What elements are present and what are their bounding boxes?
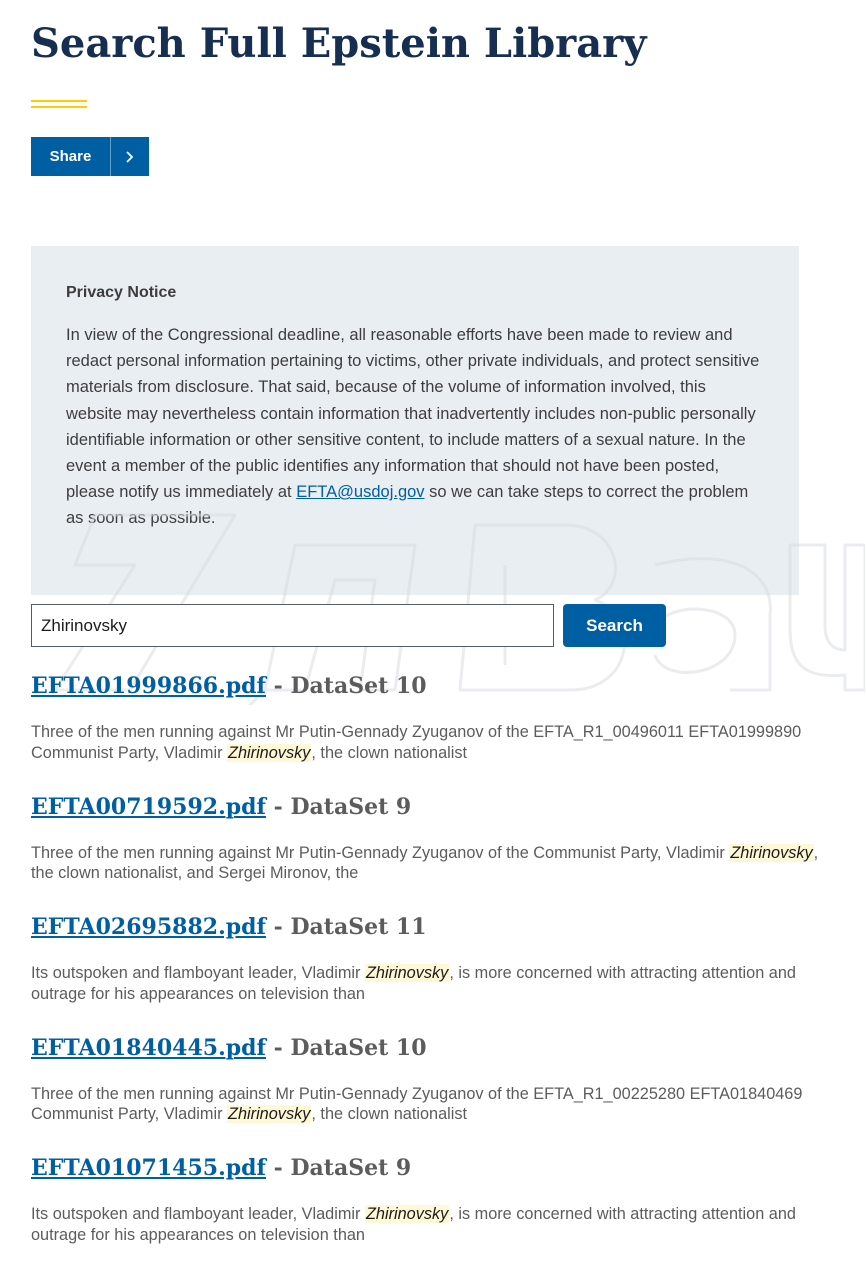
privacy-notice (31, 246, 799, 595)
result-item (31, 911, 831, 1032)
result-separator: - (273, 1155, 283, 1181)
result-file-link[interactable]: EFTA01840445.pdf (31, 1034, 266, 1061)
page-title: Search Full Epstein Library (31, 20, 647, 67)
privacy-notice-body (66, 322, 764, 532)
search-highlight: Zhirinovsky (365, 964, 449, 982)
snippet-text-end: , is more concerned with attracting attention and outrage for his appearances on television than (31, 1205, 796, 1244)
result-item (31, 791, 831, 912)
search-highlight: Zhirinovsky (228, 743, 311, 762)
result-dataset: DataSet 11 (290, 914, 427, 940)
result-snippet (31, 963, 831, 1004)
result-snippet (31, 1084, 831, 1125)
privacy-notice-text-end: so we can take steps to correct the problem as soon as possible. (66, 483, 749, 528)
result-separator: - (273, 673, 283, 699)
search-input[interactable] (31, 604, 554, 647)
snippet-text: Three of the men running against Mr Putin-Gennady Zyuganov of the EFTA_R1_00496011 EFTA01999890 Communist Party, Vladimir (31, 723, 802, 762)
result-dataset: DataSet 10 (290, 1034, 427, 1061)
result-file-link[interactable]: EFTA01071455.pdf (31, 1155, 266, 1181)
result-separator: - (273, 914, 283, 940)
result-heading (31, 911, 831, 943)
snippet-text-end: , the clown nationalist, and Sergei Mironov, the (31, 843, 819, 882)
result-heading (31, 670, 831, 702)
result-snippet (31, 843, 831, 884)
email-link[interactable]: EFTA@usdoj.gov (296, 483, 425, 502)
snippet-text: Its outspoken and flamboyant leader, Vladimir (31, 964, 361, 982)
result-separator: - (273, 793, 283, 820)
result-separator: - (273, 1034, 283, 1061)
title-accent-rule (31, 100, 87, 108)
privacy-notice-title: Privacy Notice (66, 284, 177, 301)
result-item (31, 1032, 831, 1153)
result-dataset: DataSet 9 (290, 793, 412, 820)
search-highlight: Zhirinovsky (730, 843, 813, 862)
result-file-link[interactable]: EFTA01999866.pdf (31, 673, 266, 699)
search-highlight: Zhirinovsky (228, 1105, 311, 1123)
search-button[interactable]: Search (563, 604, 666, 647)
snippet-text-end: , the clown nationalist (311, 743, 468, 762)
search-highlight: Zhirinovsky (365, 1205, 449, 1223)
snippet-text: Three of the men running against Mr Putin-Gennady Zyuganov of the Communist Party, Vladimir (31, 843, 725, 862)
snippet-text-end: , is more concerned with attracting attention and outrage for his appearances on television than (31, 964, 796, 1003)
snippet-text: Three of the men running against Mr Putin-Gennady Zyuganov of the EFTA_R1_00225280 EFTA01840469 Communist Party, Vladimir (31, 1084, 803, 1123)
result-file-link[interactable]: EFTA00719592.pdf (31, 793, 266, 820)
snippet-text-end: , the clown nationalist (311, 1105, 468, 1123)
result-heading (31, 791, 831, 823)
search-results (31, 670, 831, 1273)
result-item (31, 1152, 831, 1273)
result-item (31, 670, 831, 791)
chevron-right-icon (111, 137, 149, 176)
result-snippet (31, 1204, 831, 1245)
result-dataset: DataSet 10 (290, 673, 427, 699)
result-file-link[interactable]: EFTA02695882.pdf (31, 914, 266, 940)
share-label: Share (31, 137, 111, 176)
privacy-notice-text: In view of the Congressional deadline, all reasonable efforts have been made to review and redact personal information pertaining to victims, other private individuals, and protect sensitive materials from disclosure. That said, because of the volume of information involved, this website may nevertheless contain information that inadvertently includes non-public personally identifiable information or other sensitive content, to include matters of a sexual nature. In the event a member of the public identifies any information that should not have been posted, please notify us immediately at (66, 326, 760, 502)
result-snippet (31, 722, 831, 763)
result-heading (31, 1032, 831, 1064)
share-button[interactable] (31, 137, 149, 176)
snippet-text: Its outspoken and flamboyant leader, Vladimir (31, 1205, 361, 1223)
result-heading (31, 1152, 831, 1184)
result-dataset: DataSet 9 (290, 1155, 412, 1181)
